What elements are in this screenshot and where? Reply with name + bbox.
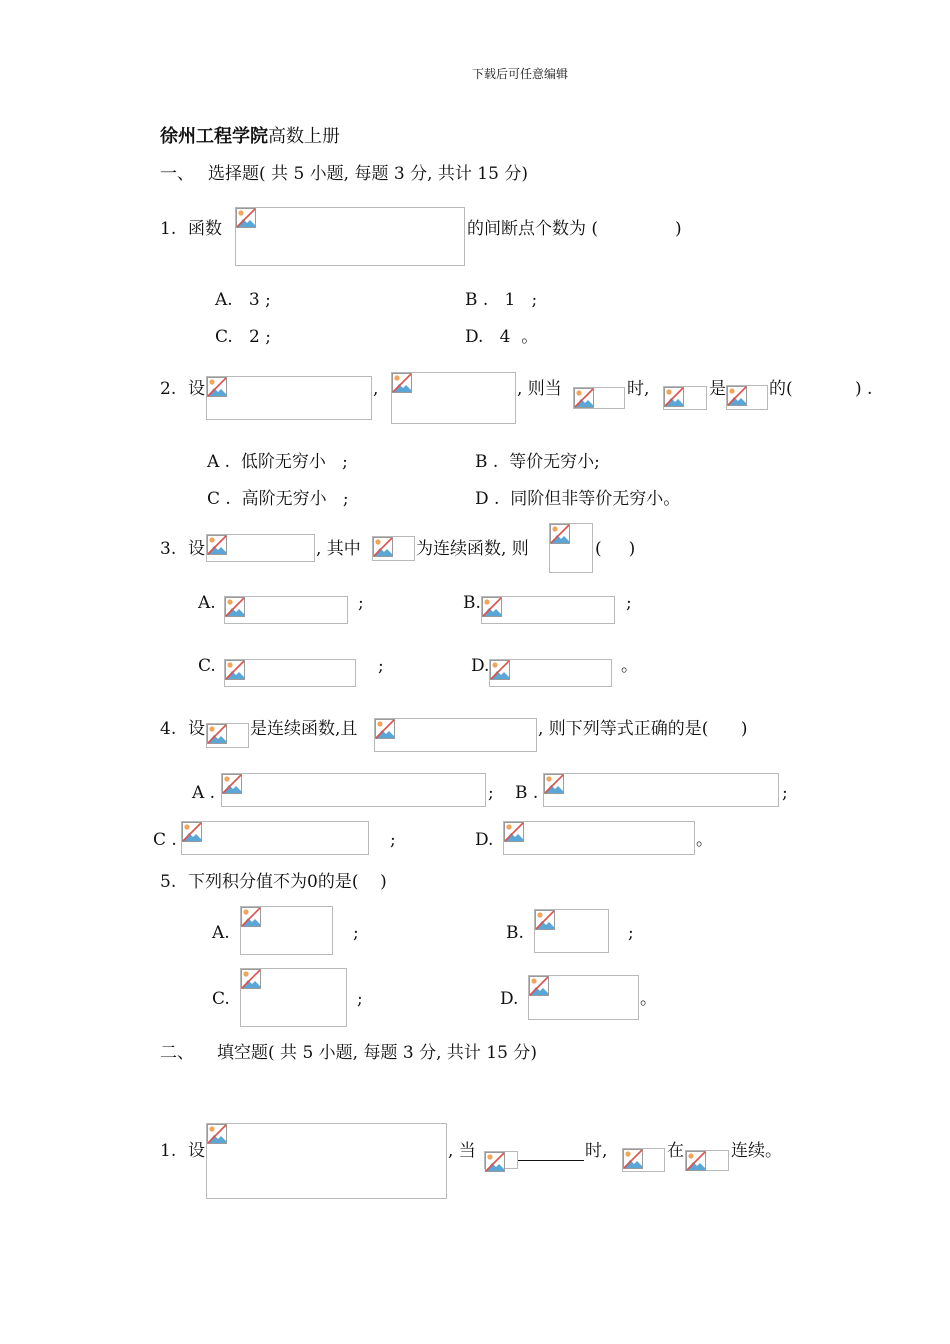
q3-option-b-label: B. [463, 593, 481, 613]
broken-image-icon [392, 373, 412, 393]
q4-option-d-stop: 。 [696, 830, 713, 850]
q2-option-a: A . 低阶无穷小 ; [207, 452, 348, 472]
q4-option-b-label: B . [515, 783, 539, 803]
q4-text-cont: 是连续函数,且 [250, 719, 358, 739]
section-1-number: 一、 [160, 164, 194, 184]
section-2-title: 填空题( 共 5 小题, 每题 3 分, 共计 15 分) [217, 1043, 537, 1063]
f1-answer-blank[interactable] [518, 1160, 584, 1161]
q2-option-c: C . 高阶无穷小 ; [207, 489, 349, 509]
q2-text-when: , 则当 [517, 379, 562, 399]
q5-option-d-image [528, 975, 639, 1020]
broken-image-icon [686, 1151, 706, 1171]
course-name: 高数上册 [268, 126, 340, 147]
broken-image-icon [535, 910, 555, 930]
q1-number: 1. [160, 219, 177, 239]
broken-image-icon [529, 976, 549, 996]
q2-text-end: ) . [855, 379, 873, 399]
q3-option-a-image [224, 596, 348, 624]
broken-image-icon [375, 719, 395, 739]
broken-image-icon [664, 387, 684, 407]
q5-number: 5. [160, 872, 177, 892]
broken-image-icon [373, 537, 393, 557]
q3-text-where: , 其中 [316, 539, 361, 559]
q4-option-a-image [221, 773, 486, 807]
q3-option-d-image [489, 659, 612, 687]
q4-option-b-image [543, 773, 779, 807]
q1-option-b: B . 1 ; [465, 290, 538, 310]
q3-option-d-stop: 。 [621, 656, 638, 676]
q5-option-a-semicolon: ; [353, 923, 359, 943]
f1-formula-image-2 [484, 1151, 518, 1169]
f1-text-at: 在 [667, 1141, 684, 1161]
header-note: 下载后可任意编辑 [472, 67, 569, 81]
f1-text-time: 时, [585, 1141, 608, 1161]
broken-image-icon [207, 724, 227, 744]
q5-option-c-image [240, 968, 347, 1027]
q4-option-a-semicolon: ; [488, 783, 494, 803]
q4-number: 4. [160, 719, 177, 739]
f1-formula-image-4 [685, 1150, 729, 1171]
q2-comma: , [373, 379, 379, 399]
q3-formula-image-2 [372, 536, 415, 561]
q5-option-b-image [534, 909, 609, 953]
broken-image-icon [241, 907, 261, 927]
broken-image-icon [544, 774, 564, 794]
q4-option-c-image [181, 821, 369, 855]
q3-option-b-image [481, 596, 615, 624]
broken-image-icon [727, 386, 747, 406]
broken-image-icon [504, 822, 524, 842]
q5-option-d-label: D. [500, 989, 519, 1009]
q4-option-b-semicolon: ; [782, 783, 788, 803]
q3-paren: ( ) [595, 539, 636, 559]
q5-option-b-label: B. [506, 923, 524, 943]
q3-text-pre: 设 [188, 539, 205, 559]
broken-image-icon [482, 597, 502, 617]
broken-image-icon [207, 1124, 227, 1144]
q4-formula-image-1 [206, 723, 249, 748]
f1-text-cont: 连续。 [731, 1141, 782, 1161]
q4-option-d-image [503, 821, 695, 855]
q5-option-d-stop: 。 [640, 989, 657, 1009]
q1-text-pre: 函数 [188, 219, 222, 239]
document-title [160, 128, 340, 146]
q5-text: 下列积分值不为0的是( ) [188, 872, 387, 892]
broken-image-icon [236, 208, 256, 228]
broken-image-icon [574, 388, 594, 408]
q5-option-a-image [240, 906, 333, 955]
f1-text-when: , 当 [448, 1141, 476, 1161]
q3-number: 3. [160, 539, 177, 559]
q4-text-pre: 设 [188, 719, 205, 739]
broken-image-icon [207, 377, 227, 397]
q4-option-c-semicolon: ; [390, 830, 396, 850]
q1-option-c: C. 2 ; [215, 327, 271, 347]
f1-number: 1. [160, 1141, 177, 1161]
q2-text-of: 的( [769, 379, 793, 399]
q4-option-d-label: D. [475, 830, 494, 850]
broken-image-icon [225, 660, 245, 680]
q3-option-c-label: C. [198, 656, 216, 676]
q2-formula-image-5 [726, 385, 768, 410]
broken-image-icon [225, 597, 245, 617]
broken-image-icon [485, 1152, 505, 1172]
q3-text-cont: 为连续函数, 则 [416, 539, 529, 559]
section-1-title: 选择题( 共 5 小题, 每题 3 分, 共计 15 分) [208, 164, 528, 184]
q2-formula-image-4 [663, 386, 707, 410]
q2-option-b: B . 等价无穷小; [475, 452, 600, 472]
f1-text-pre: 设 [188, 1141, 205, 1161]
q3-option-d-label: D. [471, 656, 490, 676]
q3-option-a-semicolon: ; [358, 593, 364, 613]
q2-number: 2. [160, 379, 177, 399]
q2-text-is: 是 [709, 379, 726, 399]
broken-image-icon [490, 660, 510, 680]
q2-formula-image-3 [573, 387, 625, 409]
broken-image-icon [550, 524, 570, 544]
q3-formula-image-3 [549, 523, 593, 573]
q3-option-b-semicolon: ; [626, 593, 632, 613]
q4-option-a-label: A . [192, 783, 216, 803]
broken-image-icon [623, 1149, 643, 1169]
q3-formula-image-1 [206, 534, 315, 562]
q2-formula-image-2 [391, 372, 516, 424]
q1-option-d: D. 4 。 [465, 327, 539, 347]
f1-formula-image-3 [622, 1148, 665, 1172]
school-name: 徐州工程学院 [160, 126, 268, 147]
q5-option-a-label: A. [212, 923, 230, 943]
broken-image-icon [241, 969, 261, 989]
q3-option-a-label: A. [198, 593, 216, 613]
q5-option-c-label: C. [212, 989, 230, 1009]
q5-option-c-semicolon: ; [357, 989, 363, 1009]
q4-text-ask: , 则下列等式正确的是( ) [538, 719, 748, 739]
q2-formula-image-1 [206, 376, 372, 420]
q1-paren-close: ) [675, 219, 682, 239]
q4-option-c-label: C . [153, 830, 177, 850]
q1-formula-image [235, 207, 465, 266]
f1-formula-image-1 [206, 1123, 447, 1199]
broken-image-icon [182, 822, 202, 842]
broken-image-icon [222, 774, 242, 794]
q2-option-d: D . 同阶但非等价无穷小。 [475, 489, 681, 509]
q2-text-time: 时, [627, 379, 650, 399]
q2-text-pre: 设 [188, 379, 205, 399]
q1-text-post: 的间断点个数为 ( [467, 219, 599, 239]
q3-option-c-semicolon: ; [378, 656, 384, 676]
q4-formula-image-2 [374, 718, 537, 752]
section-2-number: 二、 [160, 1043, 194, 1063]
q1-option-a: A. 3 ; [215, 290, 271, 310]
q5-option-b-semicolon: ; [628, 923, 634, 943]
q3-option-c-image [224, 659, 356, 687]
broken-image-icon [207, 535, 227, 555]
